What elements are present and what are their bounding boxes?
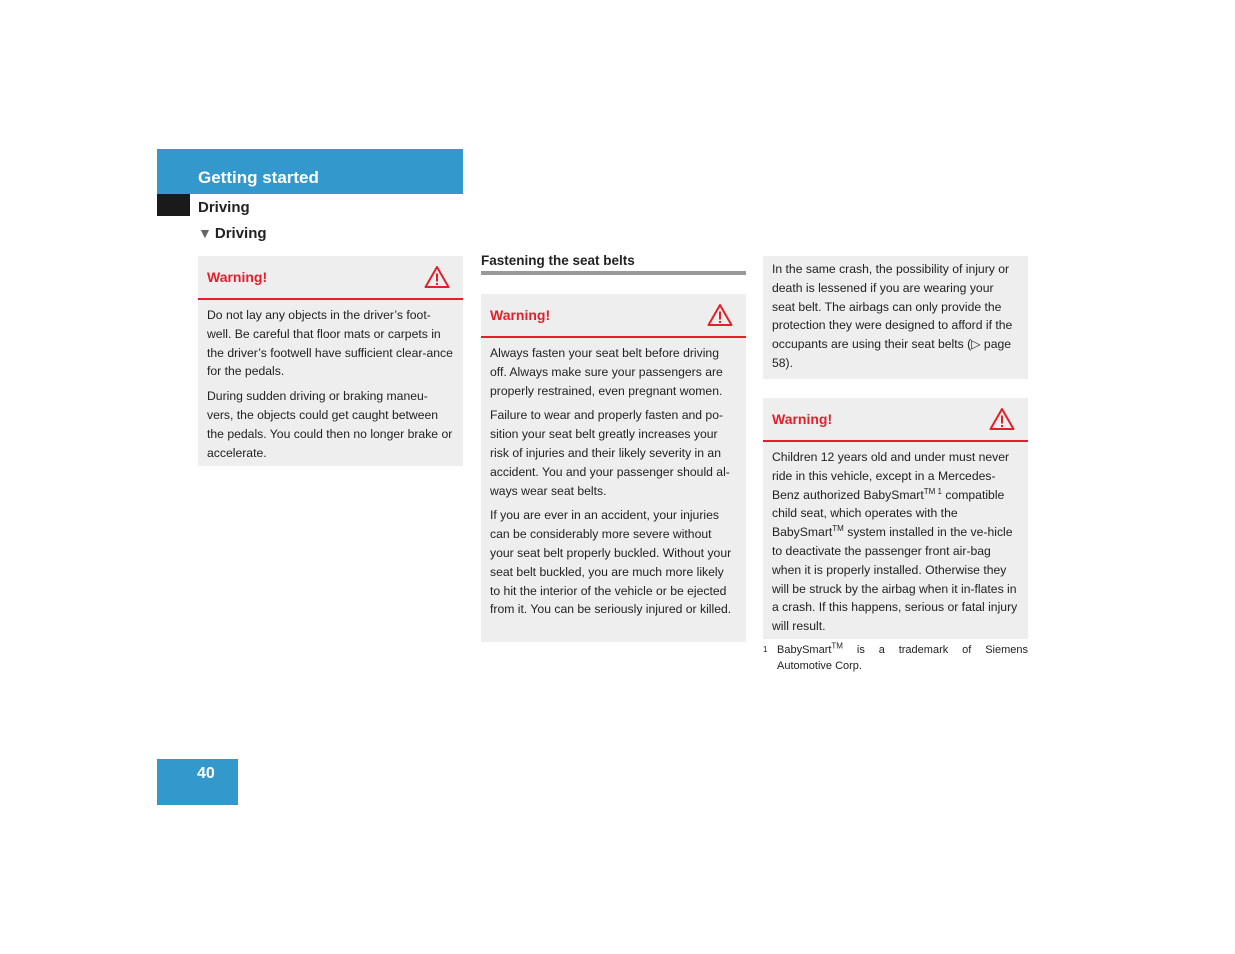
warning-body — [198, 300, 463, 474]
warning-box-seat-belts — [481, 294, 746, 642]
chapter-header — [157, 149, 463, 194]
continued-info-text: In the same crash, the possibility of injury or death is lessened if you are wearing your seat belt. The airbags can only provide the protection they were designed to afford if the occupants are using their seat belts (▷ page 58). — [772, 262, 1013, 370]
warning-paragraph: Do not lay any objects in the driver’s foot-well. Be careful that floor mats or carpets in the driver’s footwell have sufficient clear-ance for the pedals. — [207, 308, 453, 379]
warning-box-pedals — [198, 256, 463, 466]
footnote-text — [777, 642, 1028, 674]
footnote-mark: 1 — [763, 645, 768, 654]
warning-paragraph: Always fasten your seat belt before driving off. Always make sure your passengers are properly restrained, even pregnant women. — [490, 346, 723, 398]
warning-triangle-icon — [989, 407, 1015, 431]
topic-heading-label: Driving — [214, 225, 267, 242]
section-title: Fastening the seat belts — [481, 253, 635, 268]
continued-info-box — [763, 256, 1028, 379]
warning-header — [198, 256, 463, 300]
warning-box-children — [763, 398, 1028, 639]
footnote-text-part: is a trademark of Siemens Automotive Corp. — [777, 644, 1028, 672]
page-number: 40 — [197, 765, 215, 782]
section-heading: Driving — [198, 199, 250, 216]
triangle-down-icon: ▼ — [198, 225, 212, 241]
section-title-rule — [481, 271, 746, 275]
warning-header — [763, 398, 1028, 442]
warning-paragraph: Failure to wear and properly fasten and po-sition your seat belt greatly increases your risk of injuries and their likely severity in an accident. You and your passenger should al-ways wear seat belts. — [490, 408, 730, 498]
warning-text-part: compatible child seat, which operates with the BabySmart — [772, 487, 1005, 540]
trademark-superscript: TM 1 — [923, 486, 942, 496]
footnote-text-part: BabySmart — [777, 644, 832, 656]
warning-text-part: Children 12 years old and under must never ride in this vehicle, except in a Mercedes-Benz authorized BabySmart — [772, 450, 1010, 502]
trademark-superscript: TM — [831, 641, 843, 651]
warning-triangle-icon — [707, 303, 733, 327]
warning-paragraph: During sudden driving or braking maneu-vers, the objects could get caught between the pedals. You could then no longer brake or accelerate. — [207, 389, 453, 460]
footnote — [763, 642, 1028, 674]
warning-text-part: system installed in the ve-hicle to deactivate the passenger front air-bag when it is properly installed. Otherwise they will be struck by the airbag when it in-flates in a crash. If this happens, serious or fatal injury will result. — [772, 525, 1018, 634]
page-number-box — [157, 759, 238, 805]
warning-header — [481, 294, 746, 338]
warning-label: Warning! — [490, 307, 551, 323]
trademark-superscript: TM — [832, 524, 844, 534]
warning-triangle-icon — [424, 265, 450, 289]
warning-body — [763, 442, 1028, 651]
warning-body — [481, 338, 746, 631]
chapter-title: Getting started — [198, 168, 319, 187]
warning-paragraph — [772, 448, 1019, 636]
warning-paragraph: If you are ever in an accident, your injuries can be considerably more severe without your seat belt properly buckled. Without your seat belt buckled, you are much more likely to hit the interior of the vehicle or be ejected from it. You can be seriously injured or killed. — [490, 508, 732, 617]
warning-label: Warning! — [772, 411, 833, 427]
chapter-tab-marker — [157, 194, 190, 216]
topic-heading — [198, 225, 267, 242]
warning-label: Warning! — [207, 269, 268, 285]
